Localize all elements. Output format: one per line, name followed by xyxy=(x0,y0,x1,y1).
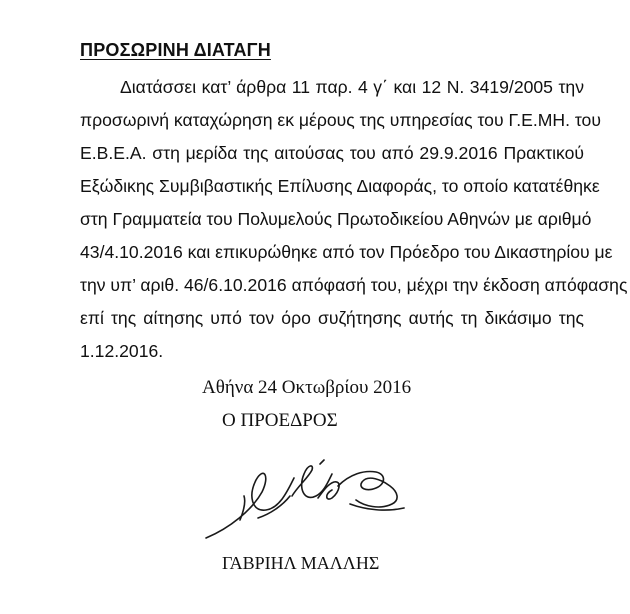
body-line: στη Γραμματεία του Πολυμελούς Πρωτοδικείου Αθηνών με αριθμό xyxy=(80,209,592,229)
signatory-title: Ο ΠΡΟΕΔΡΟΣ xyxy=(222,410,338,431)
handwritten-signature xyxy=(200,440,440,545)
body-line: 43/4.10.2016 και επικυρώθηκε από τον Πρόεδρο του Δικαστηρίου με xyxy=(80,242,613,262)
body-line: Ε.Β.Ε.Α. στη μερίδα της αιτούσας του από 29.9.2016 Πρακτικού xyxy=(80,143,584,163)
body-line: 1.12.2016. xyxy=(80,341,164,361)
document-heading: ΠΡΟΣΩΡΙΝΗ ΔΙΑΤΑΓΗ xyxy=(80,40,271,60)
body-line: την υπ’ αριθ. 46/6.10.2016 απόφασή του, μέχρι την έκδοση απόφασης xyxy=(80,275,628,295)
signatory-name: ΓΑΒΡΙΗΛ ΜΑΛΛΗΣ xyxy=(222,553,380,573)
body-line: προσωρινή καταχώρηση εκ μέρους της υπηρεσίας του Γ.Ε.ΜΗ. του xyxy=(80,110,601,130)
body-line: επί της αίτησης υπό τον όρο συζήτησης αυτής τη δικάσιμο της xyxy=(80,308,584,328)
date-line: Αθήνα 24 Οκτωβρίου 2016 xyxy=(202,377,412,398)
body-line: Διατάσσει κατ’ άρθρα 11 παρ. 4 γ΄ και 12 Ν. 3419/2005 την xyxy=(120,77,584,97)
body-line: Εξώδικης Συμβιβαστικής Επίλυσης Διαφοράς, το οποίο κατατέθηκε xyxy=(80,176,600,196)
